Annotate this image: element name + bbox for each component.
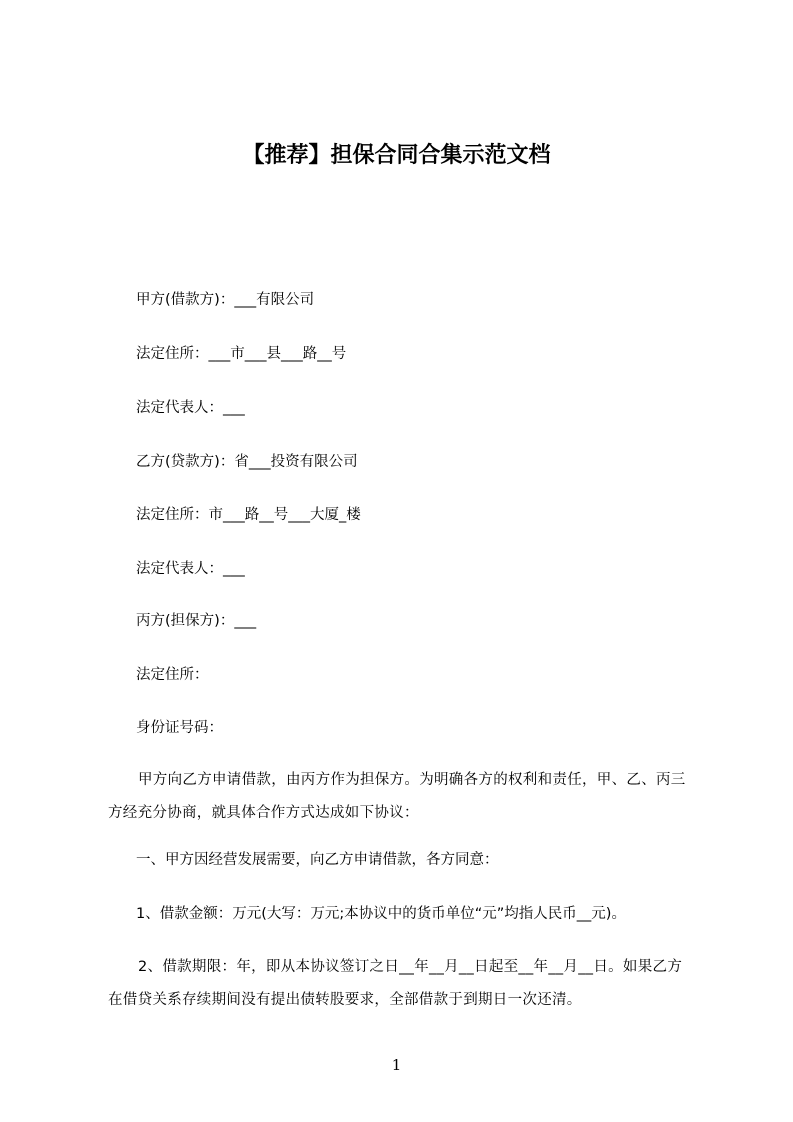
- party-a-name: 甲方(借款方)：___有限公司: [136, 292, 315, 308]
- party-a-address: 法定住所：___市___县___路__号: [136, 346, 347, 362]
- clause-one: 1、借款金额：万元(大写：万元;本协议中的货币单位“元”均指人民币__元)。: [136, 906, 626, 922]
- party-b-name: 乙方(贷款方)：省___投资有限公司: [136, 454, 358, 470]
- party-c-name: 丙方(担保方)：___: [136, 613, 257, 629]
- party-c-id-number: 身份证号码：: [136, 720, 223, 736]
- page-number: 1: [391, 1056, 402, 1074]
- party-b-address: 法定住所：市___路__号___大厦_楼: [136, 507, 361, 523]
- clause-two: 2、借款期限：年，即从本协议签订之日__年__月__日起至__年__月__日。如果乙方在借贷关系存续期间没有提出债转股要求，全部借款于到期日一次还清。: [108, 959, 683, 1008]
- document-title: 【推荐】担保合同合集示范文档: [242, 143, 551, 168]
- party-c-address: 法定住所：: [136, 667, 209, 683]
- party-a-representative: 法定代表人：___: [136, 400, 245, 416]
- party-b-representative: 法定代表人：___: [136, 561, 245, 577]
- intro-paragraph: 甲方向乙方申请借款，由丙方作为担保方。为明确各方的权利和责任，甲、乙、丙三方经充分协商，就具体合作方式达成如下协议：: [108, 772, 686, 821]
- section-one-heading: 一、甲方因经营发展需要，向乙方申请借款，各方同意：: [136, 852, 499, 868]
